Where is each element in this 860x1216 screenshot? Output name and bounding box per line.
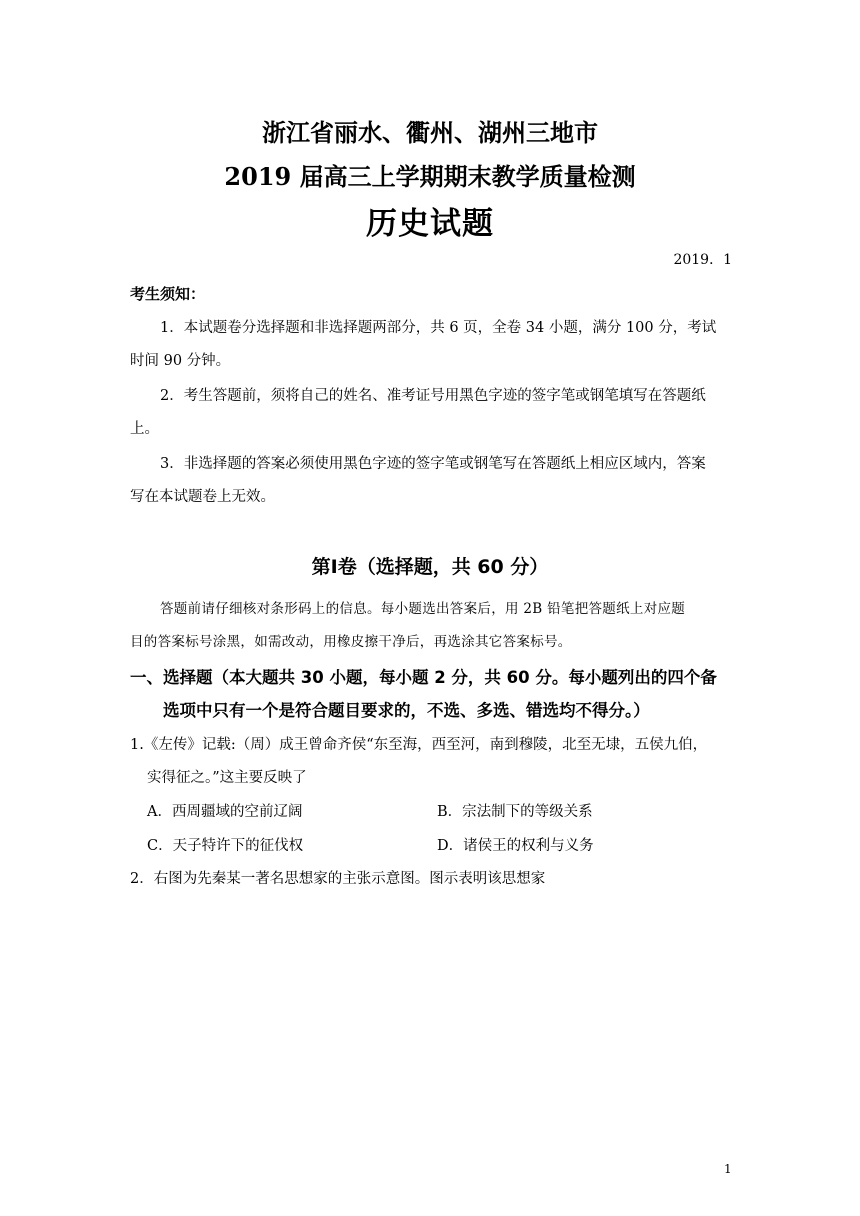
part-one-instruction-line-1: 答题前请仔细核对条形码上的信息。每小题选出答案后，用 2B 铅笔把答题纸上对应题 (160, 601, 686, 617)
question-1-option-a: A．西周疆域的空前辽阔 (147, 804, 303, 820)
question-1-stem-line-2: 实得征之。”这主要反映了 (147, 770, 307, 786)
exam-title-subject: 历史试题 (366, 206, 494, 242)
notice-item-3-line-2: 写在本试题卷上无效。 (130, 489, 275, 505)
exam-title-term: 2019 届高三上学期期末教学质量检测 (224, 162, 636, 191)
exam-title-region: 浙江省丽水、衢州、湖州三地市 (262, 118, 598, 147)
notice-item-1-line-2: 时间 90 分钟。 (130, 353, 231, 369)
section-one-heading-line-1: 一、选择题（本大题共 30 小题，每小题 2 分，共 60 分。每小题列出的四个备 (130, 668, 717, 687)
question-1-option-c: C．天子特许下的征伐权 (147, 838, 304, 854)
page-number: 1 (724, 1162, 732, 1176)
notice-item-2-line-1: 2．考生答题前，须将自己的姓名、准考证号用黑色字迹的签字笔或钢笔填写在答题纸 (160, 388, 706, 404)
part-one-heading: 第Ⅰ卷（选择题，共 60 分） (311, 556, 549, 578)
question-2-stem-line-1: 2．右图为先秦某一著名思想家的主张示意图。图示表明该思想家 (130, 871, 546, 887)
notice-item-3-line-1: 3．非选择题的答案必须使用黑色字迹的签字笔或钢笔写在答题纸上相应区域内，答案 (160, 456, 706, 472)
exam-date: 2019．1 (673, 252, 732, 268)
question-1-option-b: B．宗法制下的等级关系 (437, 804, 593, 820)
question-1-option-d: D．诸侯王的权利与义务 (437, 838, 594, 854)
section-one-heading-line-2: 选项中只有一个是符合题目要求的，不选、多选、错选均不得分。） (163, 701, 650, 720)
notice-item-2-line-2: 上。 (130, 421, 159, 437)
notice-item-1-line-1: 1．本试题卷分选择题和非选择题两部分，共 6 页，全卷 34 小题，满分 100 分，考试 (160, 320, 717, 336)
notice-heading: 考生须知： (130, 285, 206, 303)
part-one-instruction-line-2: 目的答案标号涂黑，如需改动，用橡皮擦干净后，再选涂其它答案标号。 (130, 634, 572, 650)
question-1-stem-line-1: 1.《左传》记载:（周）成王曾命齐侯“东至海，西至河，南到穆陵，北至无埭，五侯九伯， (130, 737, 708, 753)
